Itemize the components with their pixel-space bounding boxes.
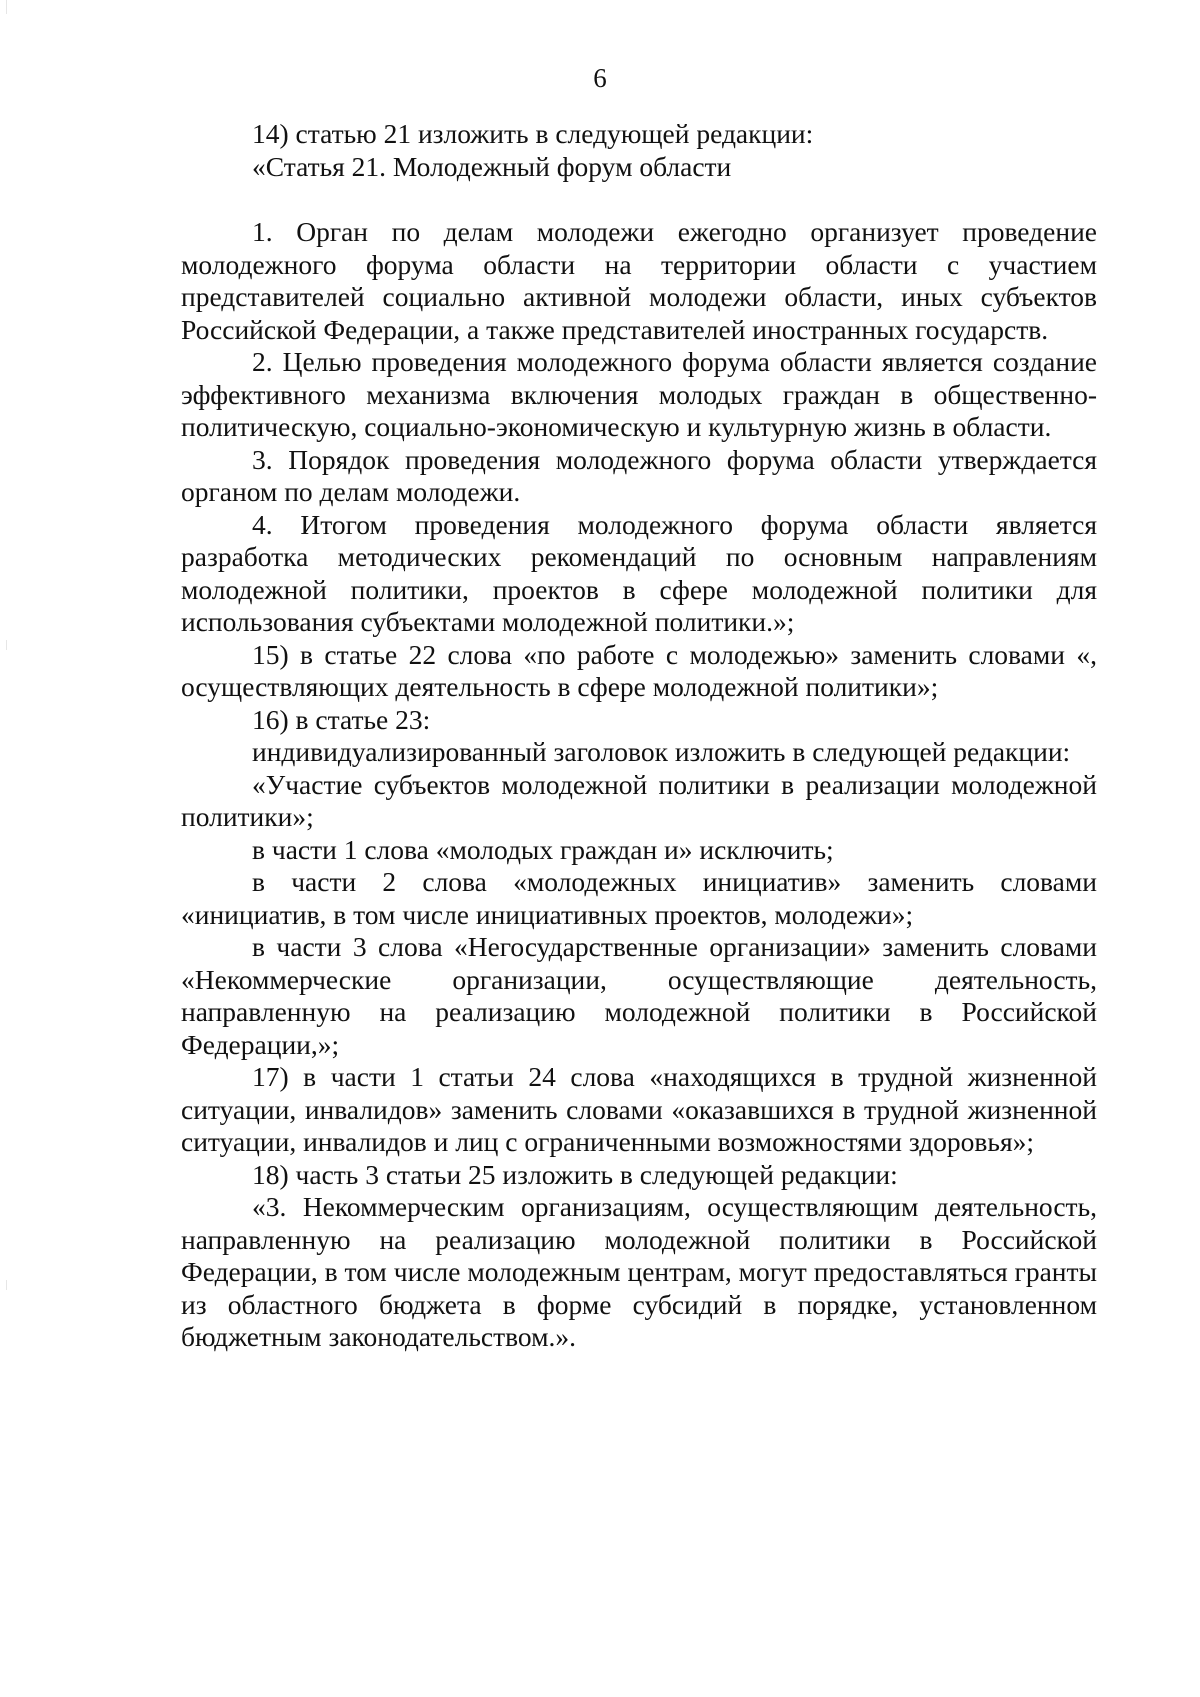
amendment-item-14: 14) статью 21 изложить в следующей редакции:	[252, 118, 814, 149]
amendment-16-part-2: в части 2 слова «молодежных инициатив» заменить словами «инициатив, в том числе инициативных проектов, молодежи»;	[181, 866, 1097, 930]
scan-edge-mark	[6, 640, 7, 650]
amendment-16-new-heading: «Участие субъектов молодежной политики в реализации молодежной политики»;	[181, 768, 1097, 832]
article-21-part-2: 2. Целью проведения молодежного форума области является создание эффективного механизма включения молодых граждан в общественно-политическую, социально-экономическую и культурную жизнь в области.	[181, 346, 1097, 442]
scan-edge-mark	[6, 1280, 7, 1290]
article-21-part-1: 1. Орган по делам молодежи ежегодно организует проведение молодежного форума области на территории области с участием представителей социально активной молодежи области, иных субъектов Российской Федерации, а также представителей иностранных государств.	[181, 216, 1097, 345]
article-21-heading: «Статья 21. Молодежный форум области	[252, 150, 732, 182]
amendment-item-15: 15) в статье 22 слова «по работе с молодежью» заменить словами «, осуществляющих деятельность в сфере молодежной политики»;	[181, 638, 1097, 702]
article-25-part-3: «3. Некоммерческим организациям, осуществляющим деятельность, направленную на реализацию молодежной политики в Российской Федерации, в том числе молодежным центрам, могут предоставляться гранты из областного бюджета в форме субсидий в порядке, установленном бюджетным законодательством.».	[181, 1191, 1097, 1352]
amendment-item-18: 18) часть 3 статьи 25 изложить в следующей редакции:	[252, 1158, 898, 1190]
amendment-16-part-1: в части 1 слова «молодых граждан и» исключить;	[252, 833, 834, 865]
scan-edge-mark	[6, 0, 7, 14]
paragraph-spacer	[181, 183, 1097, 216]
article-21-part-3: 3. Порядок проведения молодежного форума области утверждается органом по делам молодежи.	[181, 443, 1097, 507]
amendment-item-16: 16) в статье 23:	[252, 703, 431, 735]
amendment-16-heading-change: индивидуализированный заголовок изложить в следующей редакции:	[252, 736, 1071, 767]
page-number: 6	[593, 63, 607, 93]
article-21-part-4: 4. Итогом проведения молодежного форума области является разработка методических рекомендаций по основным направлениям молодежной политики, проектов в сфере молодежной политики для использования субъектами молодежной политики.»;	[181, 508, 1097, 637]
amendment-16-part-3: в части 3 слова «Негосударственные организации» заменить словами «Некоммерческие организации, осуществляющие деятельность, направленную на реализацию молодежной политики в Российской Федерации,»;	[181, 931, 1097, 1060]
document-body	[181, 118, 1097, 1354]
amendment-item-17: 17) в части 1 статьи 24 слова «находящихся в трудной жизненной ситуации, инвалидов» заменить словами «оказавшихся в трудной жизненной ситуации, инвалидов и лиц с ограниченными возможностями здоровья»;	[181, 1061, 1097, 1157]
